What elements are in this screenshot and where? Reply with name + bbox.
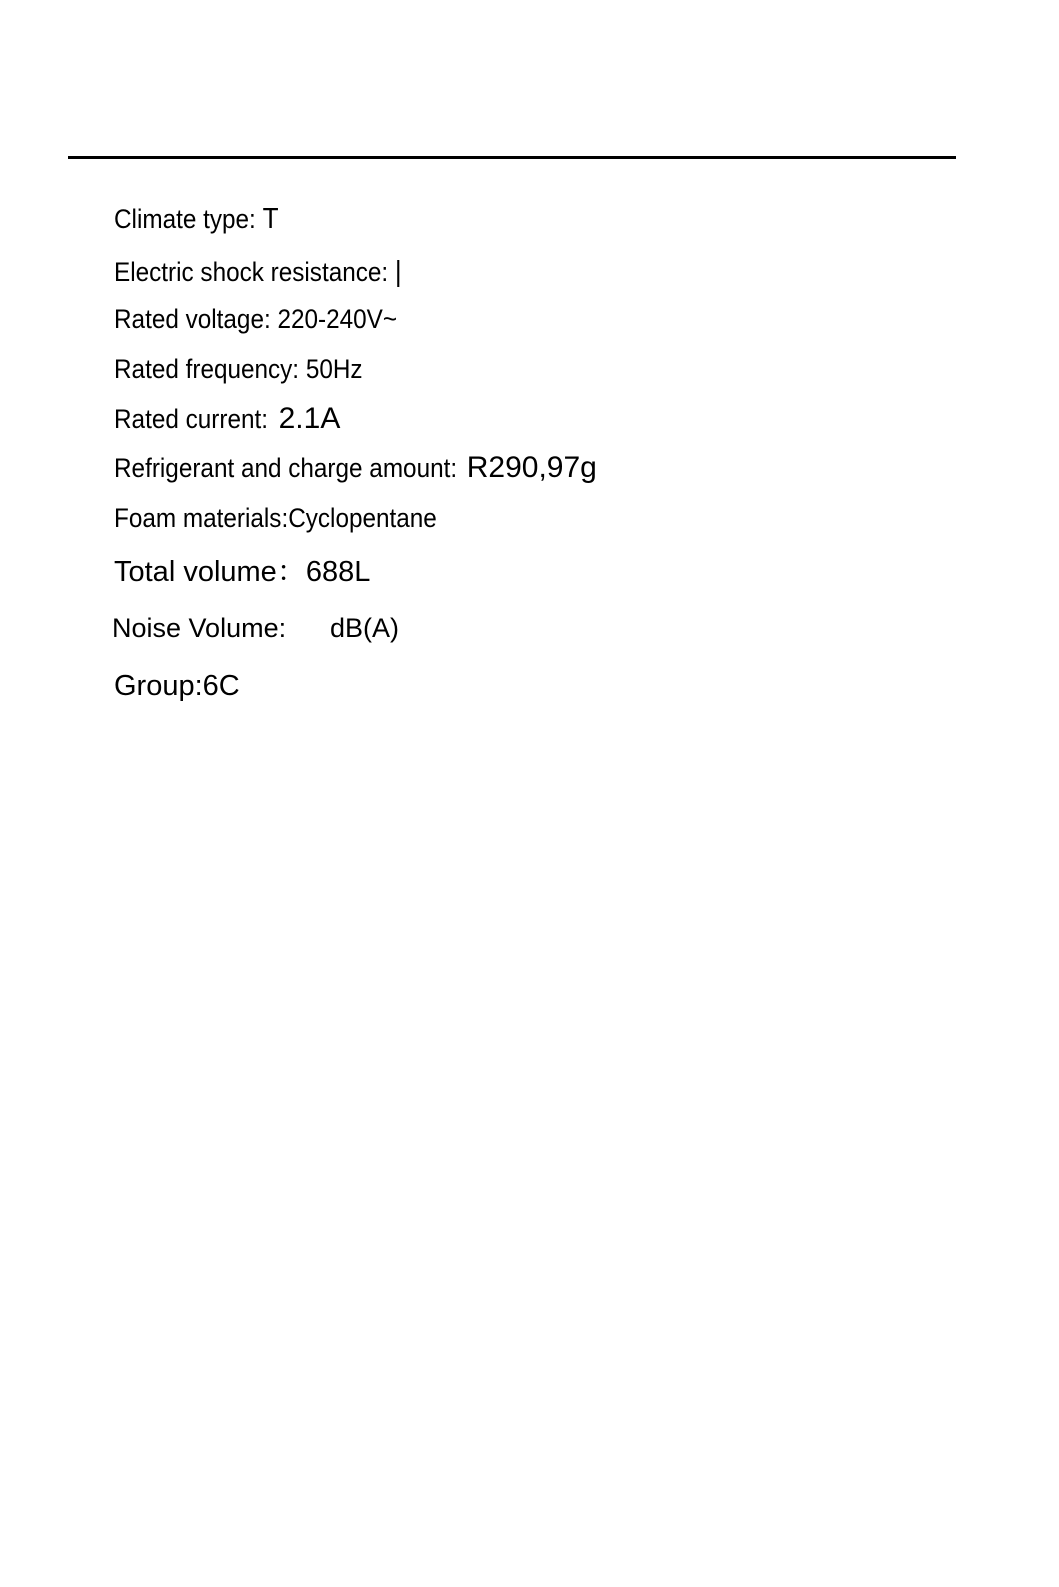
spec-label: Group: — [114, 670, 203, 702]
spec-label: Refrigerant and charge amount: — [114, 453, 458, 483]
spec-separator: ： — [276, 556, 306, 588]
spec-value: Cyclopentane — [288, 503, 437, 533]
spec-refrigerant — [114, 453, 597, 483]
spec-value: R290,97g — [466, 451, 597, 484]
spec-total-volume — [114, 558, 370, 587]
spec-foam — [114, 505, 437, 532]
spec-climate-type — [114, 205, 279, 234]
spec-label: Rated frequency: — [114, 354, 300, 384]
spec-noise — [112, 615, 399, 642]
spec-group — [114, 672, 240, 701]
spec-value: dB(A) — [330, 613, 400, 643]
spec-value: 6C — [202, 670, 240, 702]
spec-rated-current — [114, 404, 340, 434]
spec-label: Electric shock resistance: — [114, 257, 389, 287]
spec-label: Rated current: — [114, 404, 268, 434]
header-rule — [68, 156, 956, 159]
spec-value: 50Hz — [305, 354, 363, 384]
spec-value: T — [262, 203, 279, 235]
spec-value: | — [394, 256, 402, 288]
spec-rated-frequency — [114, 356, 363, 383]
spec-label: Total volume — [114, 556, 277, 588]
spec-label: Rated voltage: — [114, 304, 271, 334]
spec-rated-voltage — [114, 306, 397, 333]
spec-label: Foam materials: — [114, 503, 289, 533]
spec-label: Noise Volume: — [112, 613, 287, 643]
spec-value: 2.1A — [278, 402, 341, 435]
spec-label: Climate type: — [114, 204, 256, 234]
spec-value: 220-240V~ — [277, 304, 398, 334]
spec-electric-shock — [114, 258, 402, 287]
spec-value: 688L — [305, 556, 371, 588]
